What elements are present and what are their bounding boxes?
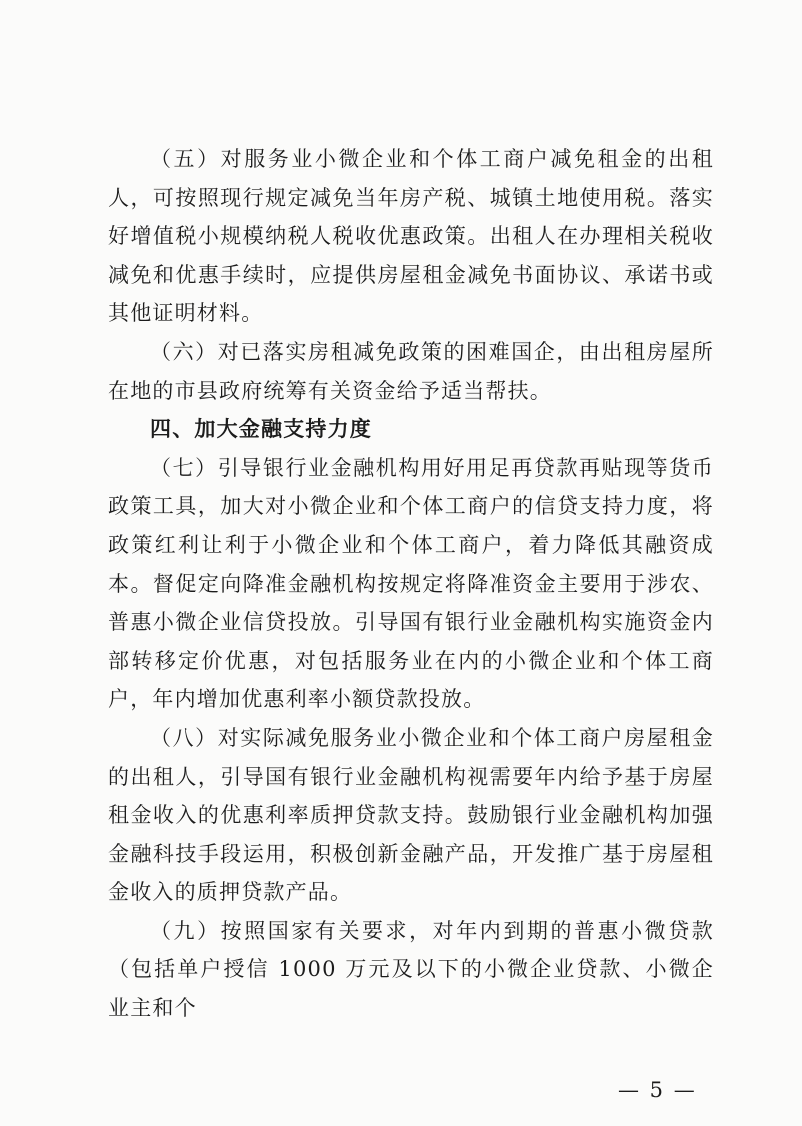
paragraph-8: （八）对实际减免服务业小微企业和个体工商户房屋租金的出租人，引导国有银行业金融机构视需要年内给予基于房屋租金收入的优惠利率质押贷款支持。鼓励银行业金融机构加强金融科技手段运用，积极创新金融产品，开发推广基于房屋租金收入的质押贷款产品。 (108, 725, 714, 905)
paragraph-5: （五）对服务业小微企业和个体工商户减免租金的出租人，可按照现行规定减免当年房产税、城镇土地使用税。落实好增值税小规模纳税人税收优惠政策。出租人在办理相关税收减免和优惠手续时，应提供房屋租金减免书面协议、承诺书或其他证明材料。 (108, 147, 714, 326)
section-heading: 四、加大金融支持力度 (150, 417, 372, 442)
page-number: — 5 — (618, 1078, 697, 1102)
paragraph-7: （七）引导银行业金融机构用好用足再贷款再贴现等货币政策工具，加大对小微企业和个体工商户的信贷支持力度，将政策红利让利于小微企业和个体工商户，着力降低其融资成本。督促定向降准金融机构按规定将降准资金主要用于涉农、普惠小微企业信贷投放。引导国有银行业金融机构实施资金内部转移定价优惠，对包括服务业在内的小微企业和个体工商户，年内增加优惠利率小额贷款投放。 (108, 455, 714, 712)
paragraph-9: （九）按照国家有关要求，对年内到期的普惠小微贷款（包括单户授信 1000 万元及以下的小微企业贷款、小微企业主和个 (108, 918, 714, 1021)
paragraph-6: （六）对已落实房租减免政策的困难国企，由出租房屋所在地的市县政府统筹有关资金给予适当帮扶。 (108, 339, 714, 403)
document-body (108, 140, 714, 1028)
